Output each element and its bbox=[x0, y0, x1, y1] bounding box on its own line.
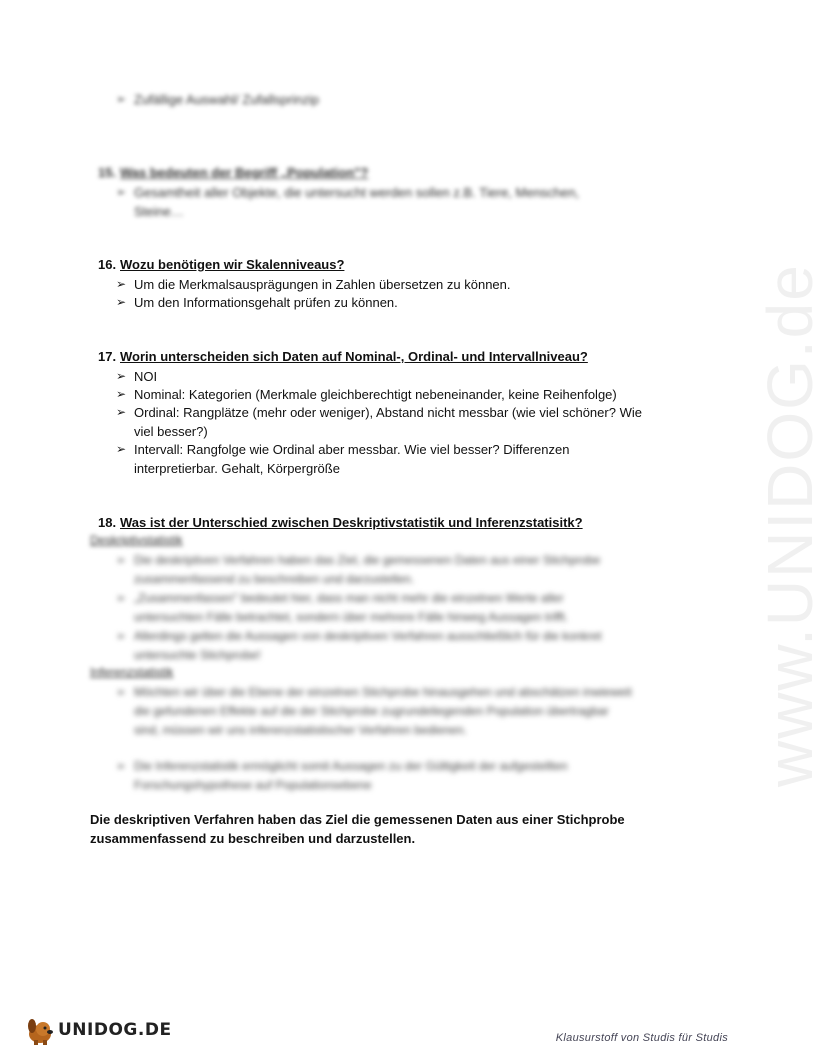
logo-text: UNIDOG.DE bbox=[58, 1020, 172, 1040]
arrow-bullet-icon: ➢ bbox=[116, 591, 127, 605]
watermark: www.UNIDOG.de bbox=[754, 263, 826, 787]
section-heading-deskriptiv: Deskriptivstatistik bbox=[90, 533, 183, 547]
arrow-bullet-icon: ➢ bbox=[116, 369, 127, 383]
dog-logo-icon bbox=[24, 1014, 56, 1046]
bullet-item: ➢ Nominal: Kategorien (Merkmale gleichberechtigt nebeneinander, keine Reihenfolge) bbox=[116, 387, 617, 402]
bullet-item: ➢ Allerdings gelten die Aussagen von deskriptiven Verfahren ausschließlich für die konkret untersuchte Stichprobe! bbox=[116, 629, 602, 662]
bullet-item: ➢ Intervall: Rangfolge wie Ordinal aber messbar. Wie viel besser? Differenzen interpretierbar. Gehalt, Körpergröße bbox=[116, 442, 570, 476]
bullet-item: ➢ Möchten wir über die Ebene der einzelnen Stichprobe hinausgehen und abschätzen inwieweit die gefundenen Effekte auf die der Stichprobe zugrundeliegenden Population übertragbar sind, müssen wir uns inferenzstatistischer Verfahren bedienen. bbox=[116, 685, 632, 737]
bullet-item: ➢ Um den Informationsgehalt prüfen zu können. bbox=[116, 295, 398, 310]
bullet-item: ➢ Die deskriptiven Verfahren haben das Ziel, die gemessenen Daten aus einer Stichprobe zusammenfassend zu beschreiben und darzustellen. bbox=[116, 553, 601, 586]
summary-paragraph: Die deskriptiven Verfahren haben das Ziel die gemessenen Daten aus einer Stichprobe zusammenfassend zu beschreiben und darzustellen. bbox=[90, 812, 625, 846]
question-15: 15. Was bedeuten der Begriff „Population"? bbox=[98, 165, 369, 180]
section-heading-inferenz: Inferenzstatistik bbox=[90, 665, 174, 679]
bullet-item: ➢ Ordinal: Rangplätze (mehr oder weniger), Abstand nicht messbar (wie viel schöner? Wie viel besser?) bbox=[116, 405, 642, 439]
arrow-bullet-icon: ➢ bbox=[116, 277, 127, 291]
question-18: 18. Was ist der Unterschied zwischen Deskriptivstatistik und Inferenzstatisitk? bbox=[98, 515, 583, 530]
arrow-bullet-icon: ➢ bbox=[116, 185, 127, 199]
bullet-item: ➢ Die Inferenzstatistik ermöglicht somit Aussagen zu der Gültigkeit der aufgestellten Forschungshypothese auf Populationsebene bbox=[116, 759, 568, 792]
arrow-bullet-icon: ➢ bbox=[116, 442, 127, 456]
arrow-bullet-icon: ➢ bbox=[116, 685, 127, 699]
arrow-bullet-icon: ➢ bbox=[116, 387, 127, 401]
bullet-item: ➢ Zufällige Auswahl/ Zufallsprinzip bbox=[116, 92, 319, 107]
bullet-item: ➢ NOI bbox=[116, 369, 158, 384]
unidog-logo[interactable] bbox=[24, 1014, 172, 1046]
arrow-bullet-icon: ➢ bbox=[116, 629, 127, 643]
bullet-item: ➢ Um die Merkmalsausprägungen in Zahlen übersetzen zu können. bbox=[116, 277, 511, 292]
question-17: 17. Worin unterscheiden sich Daten auf Nominal-, Ordinal- und Intervallniveau? bbox=[98, 349, 588, 364]
arrow-bullet-icon: ➢ bbox=[116, 92, 127, 106]
arrow-bullet-icon: ➢ bbox=[116, 759, 127, 773]
arrow-bullet-icon: ➢ bbox=[116, 553, 127, 567]
question-16: 16. Wozu benötigen wir Skalenniveaus? bbox=[98, 257, 345, 272]
bullet-item: ➢ „Zusammenfassen" bedeutet hier, dass man nicht mehr die einzelnen Werte aller untersuchten Fälle betrachtet, sondern über mehrere Fälle hinweg Aussagen trifft. bbox=[116, 591, 569, 624]
arrow-bullet-icon: ➢ bbox=[116, 405, 127, 419]
bullet-item: ➢ Gesamtheit aller Objekte, die untersucht werden sollen z.B. Tiere, Menschen, Steine… bbox=[116, 185, 580, 219]
footer-tagline: Klausurstoff von Studis für Studis bbox=[555, 1032, 728, 1044]
arrow-bullet-icon: ➢ bbox=[116, 295, 127, 309]
